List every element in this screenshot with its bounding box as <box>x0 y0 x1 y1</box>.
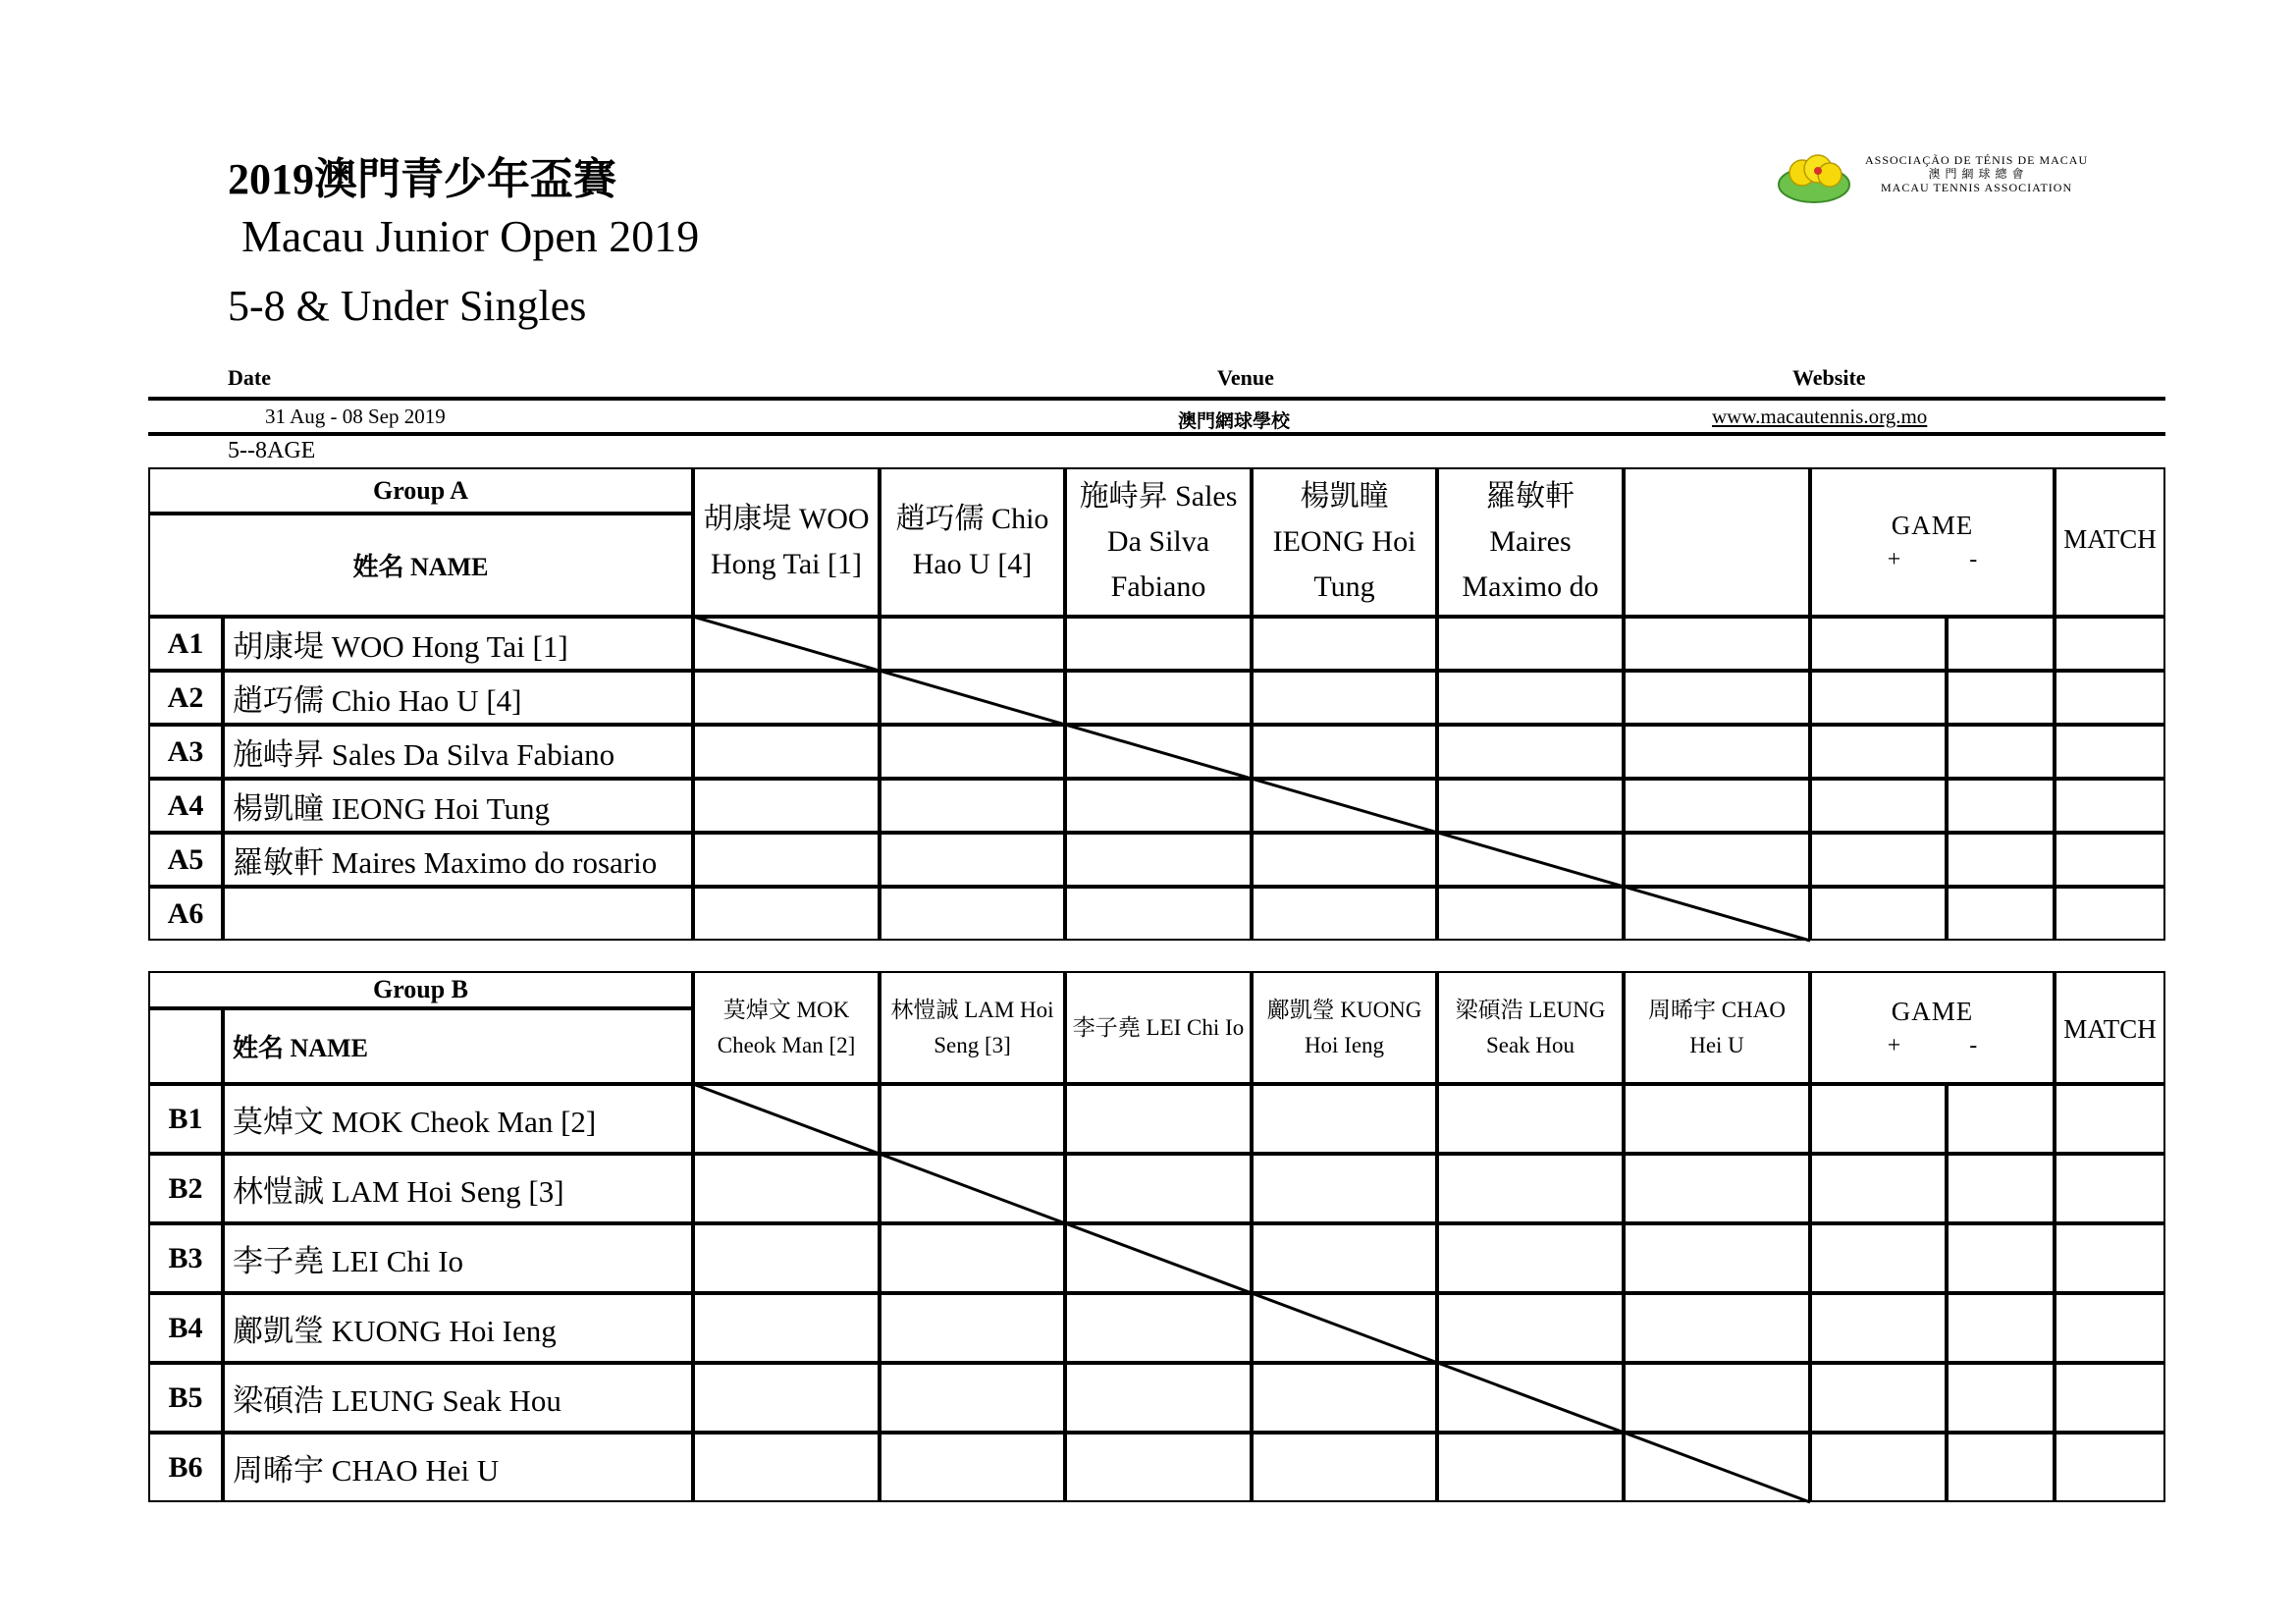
group-a-score-cell[interactable] <box>1947 725 2055 779</box>
group-b-score-cell[interactable] <box>880 1084 1065 1154</box>
group-a-column-2: 趙巧儒 Chio Hao U [4] <box>880 467 1065 617</box>
group-b-score-cell[interactable] <box>880 1363 1065 1433</box>
group-a-score-cell[interactable] <box>2055 779 2165 833</box>
group-a-score-cell[interactable] <box>1624 671 1810 725</box>
group-a-column-5: 羅敏軒 Maires Maximo do <box>1437 467 1624 617</box>
group-b-score-cell[interactable] <box>1810 1293 1947 1363</box>
group-b-score-cell[interactable] <box>1065 1363 1252 1433</box>
group-b-score-cell[interactable] <box>693 1293 880 1363</box>
tennis-association-logo-icon <box>1775 147 1853 206</box>
group-b-row-id: B5 <box>148 1363 223 1433</box>
group-b-score-cell[interactable] <box>693 1223 880 1293</box>
group-b-score-cell[interactable] <box>693 1154 880 1223</box>
group-a-score-cell[interactable] <box>1947 833 2055 887</box>
group-a-score-cell[interactable] <box>1252 617 1437 671</box>
group-a-score-cell[interactable] <box>1065 887 1252 941</box>
group-a-score-cell[interactable] <box>1810 671 1947 725</box>
group-a-score-cell[interactable] <box>1624 617 1810 671</box>
group-a-score-cell[interactable] <box>1437 725 1624 779</box>
group-b-player-name: 李子堯 LEI Chi Io <box>223 1223 693 1293</box>
group-a-score-cell[interactable] <box>1252 887 1437 941</box>
group-a-score-cell[interactable] <box>880 779 1065 833</box>
group-a-score-cell[interactable] <box>880 725 1065 779</box>
group-a-score-cell[interactable] <box>1947 617 2055 671</box>
group-b-score-cell[interactable] <box>2055 1154 2165 1223</box>
group-a-title: Group A <box>148 467 693 514</box>
group-a-score-cell[interactable] <box>1437 779 1624 833</box>
group-b-score-cell[interactable] <box>1810 1084 1947 1154</box>
group-a-score-cell[interactable] <box>1065 725 1252 779</box>
group-a-player-name: 楊凱瞳 IEONG Hoi Tung <box>223 779 693 833</box>
group-b-score-cell[interactable] <box>1252 1223 1437 1293</box>
group-b-score-cell[interactable] <box>1947 1084 2055 1154</box>
group-b-score-cell[interactable] <box>1065 1433 1252 1502</box>
group-a-column-1: 胡康堤 WOO Hong Tai [1] <box>693 467 880 617</box>
group-b-score-cell[interactable] <box>1624 1084 1810 1154</box>
group-b-score-cell[interactable] <box>1252 1293 1437 1363</box>
group-a-score-cell[interactable] <box>880 617 1065 671</box>
group-a-score-cell[interactable] <box>1947 779 2055 833</box>
website-label: Website <box>1792 365 1866 390</box>
group-b-score-cell[interactable] <box>1624 1154 1810 1223</box>
group-a-score-cell[interactable] <box>2055 671 2165 725</box>
group-b-score-cell[interactable] <box>1947 1293 2055 1363</box>
group-b-score-cell[interactable] <box>880 1154 1065 1223</box>
event-title: 5-8 & Under Singles <box>228 282 587 330</box>
group-b-row-id: B2 <box>148 1154 223 1223</box>
group-b-score-cell[interactable] <box>2055 1293 2165 1363</box>
group-a-score-cell[interactable] <box>1437 833 1624 887</box>
group-b-game-minus: - <box>1969 1032 1978 1058</box>
group-a-match-header: MATCH <box>2055 467 2165 617</box>
group-b-score-cell[interactable] <box>880 1293 1065 1363</box>
group-a-score-cell[interactable] <box>1947 671 2055 725</box>
group-b-score-cell[interactable] <box>2055 1084 2165 1154</box>
group-b-match-header: MATCH <box>2055 971 2165 1084</box>
group-b-score-cell[interactable] <box>1624 1363 1810 1433</box>
group-a-score-cell[interactable] <box>2055 725 2165 779</box>
group-a-score-cell[interactable] <box>1437 617 1624 671</box>
group-b-player-name: 梁碩浩 LEUNG Seak Hou <box>223 1363 693 1433</box>
group-b-score-cell[interactable] <box>1252 1433 1437 1502</box>
group-b-score-cell[interactable] <box>1810 1154 1947 1223</box>
group-a-score-cell[interactable] <box>1624 779 1810 833</box>
group-b-row-id: B6 <box>148 1433 223 1502</box>
group-b-score-cell[interactable] <box>693 1433 880 1502</box>
group-b-score-cell[interactable] <box>1065 1223 1252 1293</box>
group-a-score-cell[interactable] <box>1065 779 1252 833</box>
group-a-column-4: 楊凱瞳 IEONG Hoi Tung <box>1252 467 1437 617</box>
website-link[interactable]: www.macautennis.org.mo <box>1712 405 1928 428</box>
group-a-score-cell[interactable] <box>693 671 880 725</box>
group-a-score-cell[interactable] <box>2055 887 2165 941</box>
group-a-score-cell[interactable] <box>1810 617 1947 671</box>
title-chinese: 2019澳門青少年盃賽 <box>228 155 616 203</box>
group-a-score-cell[interactable] <box>1252 833 1437 887</box>
group-a-row-id: A5 <box>148 833 223 887</box>
group-b-player-name: 林愷誠 LAM Hoi Seng [3] <box>223 1154 693 1223</box>
group-a-player-name: 施峙昇 Sales Da Silva Fabiano <box>223 725 693 779</box>
title-english: Macau Junior Open 2019 <box>241 211 700 261</box>
group-b-row-id: B4 <box>148 1293 223 1363</box>
group-b-score-cell[interactable] <box>693 1363 880 1433</box>
date-label: Date <box>228 365 271 390</box>
group-a-row-id: A1 <box>148 617 223 671</box>
group-b-score-cell[interactable] <box>1065 1154 1252 1223</box>
group-a-score-cell[interactable] <box>1437 671 1624 725</box>
group-b-score-cell[interactable] <box>1624 1433 1810 1502</box>
group-a-score-cell[interactable] <box>1810 725 1947 779</box>
group-b-score-cell[interactable] <box>1437 1293 1624 1363</box>
group-b-name-header: 姓名 NAME <box>223 1008 693 1084</box>
group-a-score-cell[interactable] <box>693 779 880 833</box>
group-b-score-cell[interactable] <box>1437 1433 1624 1502</box>
group-b-game-plus: + <box>1887 1032 1901 1058</box>
group-a-score-cell[interactable] <box>693 833 880 887</box>
group-a-score-cell[interactable] <box>1947 887 2055 941</box>
group-b-score-cell[interactable] <box>1810 1433 1947 1502</box>
date-value: 31 Aug - 08 Sep 2019 <box>265 405 446 428</box>
group-b-score-cell[interactable] <box>1065 1084 1252 1154</box>
group-b-player-name: 莫焯文 MOK Cheok Man [2] <box>223 1084 693 1154</box>
group-a-game-plus: + <box>1887 547 1901 572</box>
group-a-column-3: 施峙昇 Sales Da Silva Fabiano <box>1065 467 1252 617</box>
header-divider-bottom <box>148 432 2165 436</box>
logo-line-2: 澳 門 網 球 總 會 <box>1928 167 2025 181</box>
age-label: 5--8AGE <box>228 438 316 463</box>
group-a-row-id: A6 <box>148 887 223 941</box>
group-b-column-3: 李子堯 LEI Chi Io <box>1065 971 1252 1084</box>
group-b-column-6: 周晞宇 CHAO Hei U <box>1624 971 1810 1084</box>
group-b-column-1: 莫焯文 MOK Cheok Man [2] <box>693 971 880 1084</box>
group-a-name-header: 姓名 NAME <box>148 514 693 617</box>
group-a-score-cell[interactable] <box>1624 887 1810 941</box>
header-divider-top <box>148 397 2165 401</box>
group-b-score-cell[interactable] <box>1252 1154 1437 1223</box>
group-a-score-cell[interactable] <box>1810 779 1947 833</box>
group-a-column-6 <box>1624 467 1810 617</box>
group-b-score-cell[interactable] <box>1624 1293 1810 1363</box>
group-b-score-cell[interactable] <box>1810 1363 1947 1433</box>
group-b-column-4: 鄺凱瑩 KUONG Hoi Ieng <box>1252 971 1437 1084</box>
group-a-player-name: 胡康堤 WOO Hong Tai [1] <box>223 617 693 671</box>
group-b-game-label: GAME <box>1891 996 1974 1026</box>
group-a-score-cell[interactable] <box>880 833 1065 887</box>
group-b-score-cell[interactable] <box>1947 1154 2055 1223</box>
group-b-row-id: B3 <box>148 1223 223 1293</box>
group-b-score-cell[interactable] <box>1437 1084 1624 1154</box>
group-a-score-cell[interactable] <box>1065 833 1252 887</box>
group-a-game-minus: - <box>1969 547 1978 572</box>
group-a-score-cell[interactable] <box>1065 617 1252 671</box>
group-b-score-cell[interactable] <box>1947 1433 2055 1502</box>
group-a-score-cell[interactable] <box>1252 671 1437 725</box>
group-b-score-cell[interactable] <box>2055 1223 2165 1293</box>
group-b-score-cell[interactable] <box>1624 1223 1810 1293</box>
group-a-player-name: 羅敏軒 Maires Maximo do rosario <box>223 833 693 887</box>
group-b-score-cell[interactable] <box>1437 1363 1624 1433</box>
group-a-score-cell[interactable] <box>1437 887 1624 941</box>
group-b-column-2: 林愷誠 LAM Hoi Seng [3] <box>880 971 1065 1084</box>
group-b-score-cell[interactable] <box>1065 1293 1252 1363</box>
group-a-score-cell[interactable] <box>1810 833 1947 887</box>
group-a-score-cell[interactable] <box>1252 779 1437 833</box>
group-b-score-cell[interactable] <box>1437 1223 1624 1293</box>
group-a-game-label: GAME <box>1891 511 1974 540</box>
group-a-score-cell[interactable] <box>1624 833 1810 887</box>
group-b-score-cell[interactable] <box>880 1223 1065 1293</box>
group-b-score-cell[interactable] <box>1252 1084 1437 1154</box>
logo-line-1: ASSOCIAÇÃO DE TÉNIS DE MACAU <box>1865 153 2089 167</box>
group-a-score-cell[interactable] <box>1065 671 1252 725</box>
group-b-title: Group B <box>148 971 693 1008</box>
group-b-player-name: 鄺凱瑩 KUONG Hoi Ieng <box>223 1293 693 1363</box>
group-a-game-header <box>1810 467 2055 617</box>
group-b-row-id: B1 <box>148 1084 223 1154</box>
group-a-score-cell[interactable] <box>1252 725 1437 779</box>
group-b-id-header <box>148 1008 223 1084</box>
group-b-column-5: 梁碩浩 LEUNG Seak Hou <box>1437 971 1624 1084</box>
group-a-score-cell[interactable] <box>880 671 1065 725</box>
group-b-score-cell[interactable] <box>1437 1154 1624 1223</box>
group-a-score-cell[interactable] <box>2055 833 2165 887</box>
logo-line-3: MACAU TENNIS ASSOCIATION <box>1880 181 2073 194</box>
group-b-score-cell[interactable] <box>1252 1363 1437 1433</box>
venue-value: 澳門網球學校 <box>1178 410 1291 432</box>
association-logo <box>1775 147 2099 206</box>
group-a-score-cell[interactable] <box>880 887 1065 941</box>
group-b-score-cell[interactable] <box>1947 1223 2055 1293</box>
group-a-row-id: A4 <box>148 779 223 833</box>
group-a-score-cell[interactable] <box>693 617 880 671</box>
group-a-row-id: A2 <box>148 671 223 725</box>
logo-text <box>1865 153 2088 194</box>
group-a-score-cell[interactable] <box>1624 725 1810 779</box>
group-a-player-name: 趙巧儒 Chio Hao U [4] <box>223 671 693 725</box>
group-b-player-name: 周晞宇 CHAO Hei U <box>223 1433 693 1502</box>
group-b-score-cell[interactable] <box>693 1084 880 1154</box>
group-b-score-cell[interactable] <box>2055 1433 2165 1502</box>
group-a-score-cell[interactable] <box>693 887 880 941</box>
group-b-score-cell[interactable] <box>1947 1363 2055 1433</box>
group-b-score-cell[interactable] <box>1810 1223 1947 1293</box>
group-a-row-id: A3 <box>148 725 223 779</box>
group-b-score-cell[interactable] <box>2055 1363 2165 1433</box>
venue-label: Venue <box>1217 365 1274 390</box>
group-a-player-name <box>223 887 693 941</box>
group-a-score-cell[interactable] <box>1810 887 1947 941</box>
group-a-score-cell[interactable] <box>2055 617 2165 671</box>
group-b-score-cell[interactable] <box>880 1433 1065 1502</box>
group-b-game-header <box>1810 971 2055 1084</box>
group-a-score-cell[interactable] <box>693 725 880 779</box>
